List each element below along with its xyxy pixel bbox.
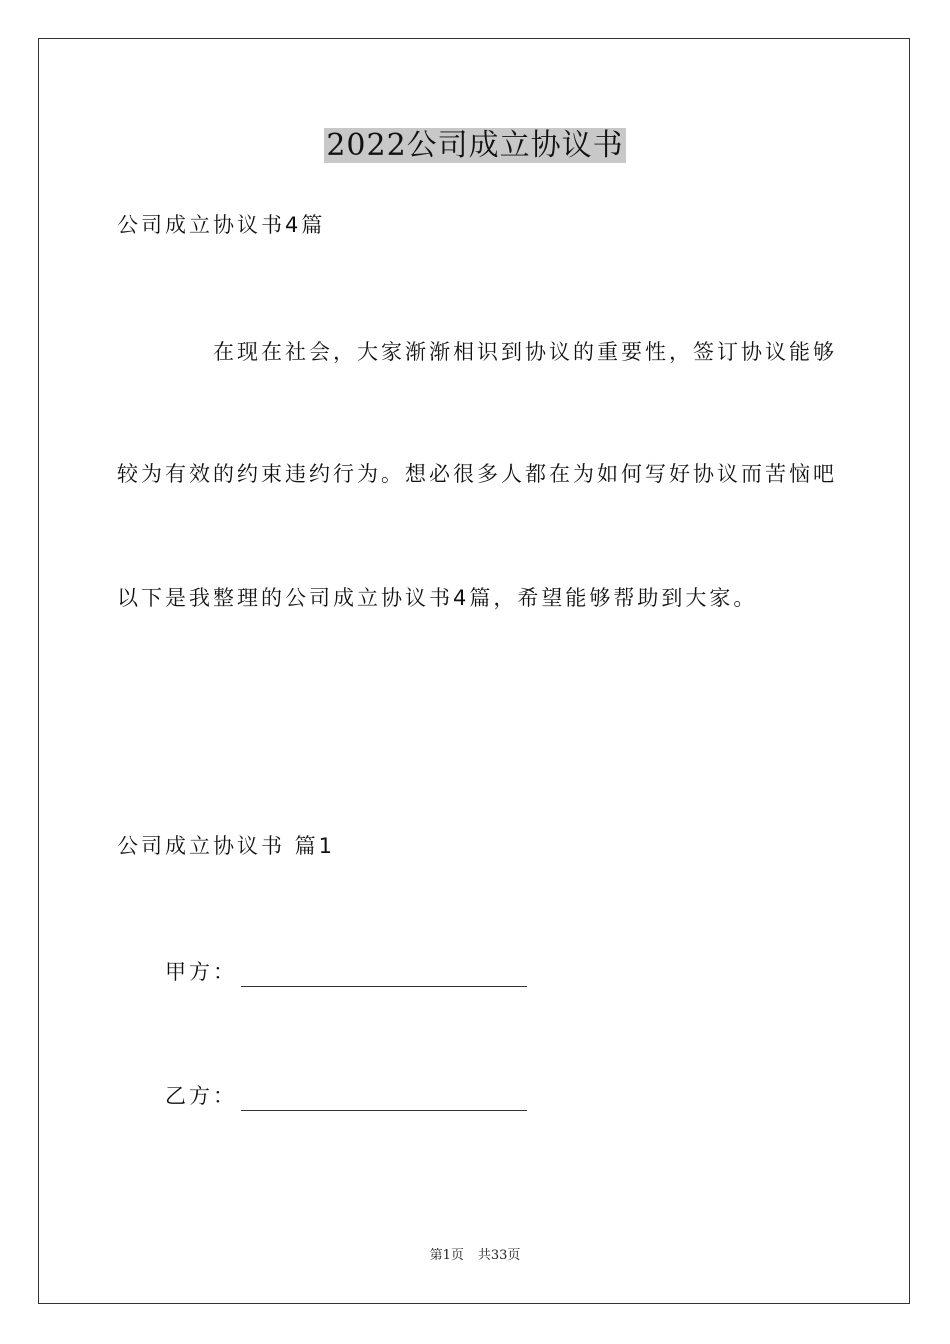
document-subtitle: 公司成立协议书4篇 bbox=[117, 213, 326, 237]
intro-line-2: 较为有效的约束违约行为。想必很多人都在为如何写好协议而苦恼吧 bbox=[117, 462, 837, 486]
footer-page-total: 共33页 bbox=[477, 1248, 521, 1263]
intro-line-1: 在现在社会，大家渐渐相识到协议的重要性，签订协议能够 bbox=[213, 340, 837, 364]
party-a-label: 甲方： bbox=[165, 960, 237, 984]
document-title bbox=[0, 124, 950, 168]
page-footer bbox=[0, 1247, 950, 1265]
party-a-row bbox=[165, 957, 527, 987]
intro-line-3: 以下是我整理的公司成立协议书4篇，希望能够帮助到大家。 bbox=[117, 586, 758, 610]
party-a-blank-line bbox=[241, 964, 527, 987]
section-heading: 公司成立协议书 篇1 bbox=[117, 834, 336, 858]
document-title-text: 2022公司成立协议书 bbox=[326, 128, 624, 163]
party-b-row bbox=[165, 1081, 527, 1111]
footer-page-current: 第1页 bbox=[429, 1248, 464, 1263]
party-b-label: 乙方： bbox=[165, 1084, 237, 1108]
party-b-blank-line bbox=[241, 1088, 527, 1111]
